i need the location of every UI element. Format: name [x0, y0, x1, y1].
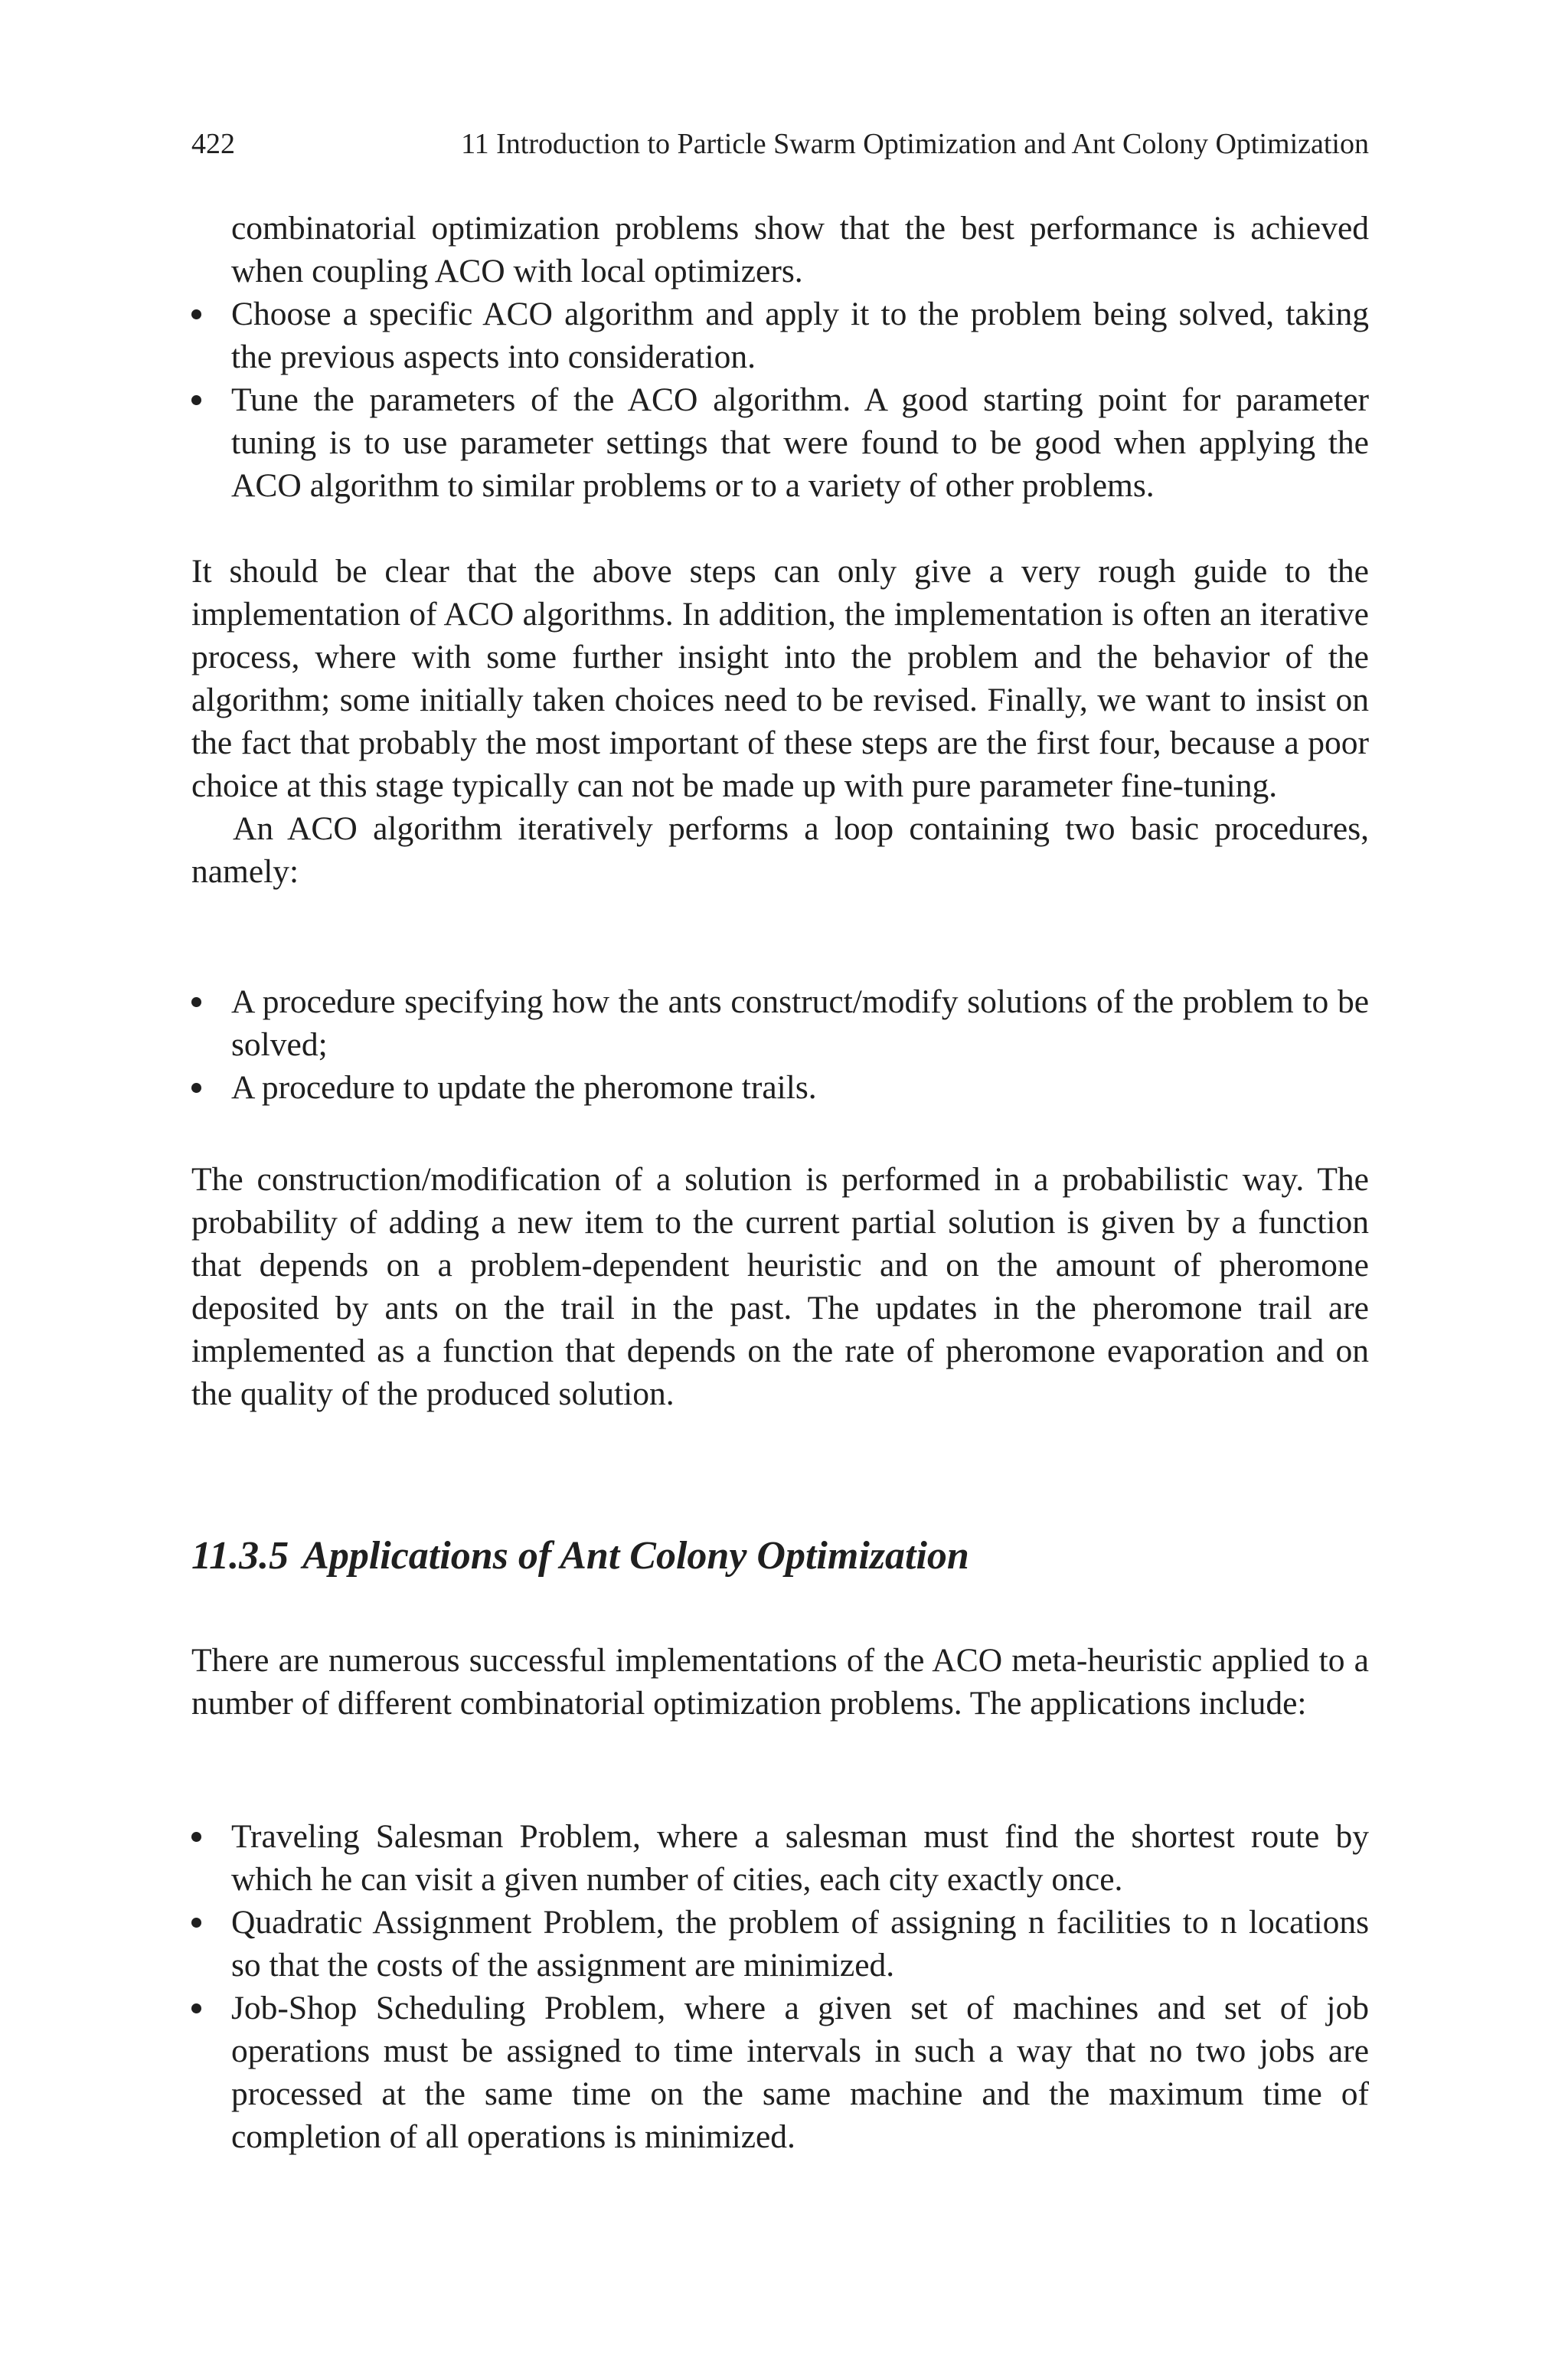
bullet-icon: [191, 1083, 201, 1093]
paragraph: It should be clear that the above steps can only give a very rough guide to the implementation of ACO algorithms. In addition, the implementation is often an iterative process, where with some further insight into the problem and the behavior of the algorithm; some initially taken choices need to be revised. Finally, we want to insist on the fact that probably the most important of these steps are the first four, because a poor choice at this stage typically can not be made up with pure parameter fine-tuning.: [191, 553, 1369, 804]
section-heading: [191, 1530, 1369, 1582]
page-number: 422: [191, 128, 235, 160]
running-title: 11 Introduction to Particle Swarm Optimization and Ant Colony Optimization: [461, 128, 1369, 160]
procedures-list: [191, 980, 1369, 1109]
list-item-text: Traveling Salesman Problem, where a salesman must find the shortest route by which he can visit a given number of cities, each city exactly once.: [231, 1818, 1369, 1898]
applications-block: [191, 1815, 1369, 2158]
bullet-icon: [191, 1832, 201, 1842]
paragraph: There are numerous successful implementations of the ACO meta-heuristic applied to a number of different combinatorial optimization problems. The applications include:: [191, 1642, 1369, 1722]
procedures-block: [191, 980, 1369, 1109]
paragraph: The construction/modification of a solution is performed in a probabilistic way. The probability of adding a new item to the current partial solution is given by a function that depends on a problem-dependent heuristic and on the amount of pheromone deposited by ants on the trail in the past. The updates in the pheromone trail are implemented as a function that depends on the rate of pheromone evaporation and on the quality of the produced solution.: [191, 1161, 1369, 1412]
list-item-text: Tune the parameters of the ACO algorithm. A good starting point for parameter tuning is to use parameter settings that were found to be good when applying the ACO algorithm to similar problems or to a variety of other problems.: [231, 381, 1369, 504]
top-list-block: [191, 207, 1369, 507]
list-item-text: Job-Shop Scheduling Problem, where a given set of machines and set of job operations must be assigned to time intervals in such a way that no two jobs are processed at the same time on the same machine and the maximum time of completion of all operations is minimized.: [231, 1990, 1369, 2155]
paragraph-block-3: [191, 1158, 1369, 1415]
bullet-icon: [191, 309, 201, 319]
section-title: Applications of Ant Colony Optimization: [302, 1534, 969, 1578]
list-item: [191, 1987, 1369, 2158]
bullet-icon: [191, 1918, 201, 1928]
list-item-text: A procedure specifying how the ants construct/modify solutions of the problem to be solved;: [231, 983, 1369, 1063]
list-item: [191, 1815, 1369, 1901]
list-item-continued: [191, 207, 1369, 293]
top-bullet-list: [191, 207, 1369, 507]
list-item: [191, 378, 1369, 507]
list-item-text: Choose a specific ACO algorithm and apply it to the problem being solved, taking the previous aspects into consideration.: [231, 296, 1369, 375]
bullet-icon: [191, 395, 201, 405]
list-item: [191, 1066, 1369, 1109]
section-intro-block: [191, 1639, 1369, 1725]
list-item-text: A procedure to update the pheromone trails.: [231, 1069, 817, 1106]
bullet-icon: [191, 997, 201, 1007]
list-item-text: Quadratic Assignment Problem, the problem of assigning n facilities to n locations so that the costs of the assignment are minimized.: [231, 1904, 1369, 1984]
list-item: [191, 980, 1369, 1066]
list-item: [191, 293, 1369, 378]
page-header: [191, 124, 1369, 164]
continued-item-text: combinatorial optimization problems show that the best performance is achieved when coupling ACO with local optimizers.: [231, 210, 1369, 289]
applications-list: [191, 1815, 1369, 2158]
bullet-icon: [191, 2003, 201, 2013]
list-item: [191, 1901, 1369, 1987]
paragraph-block-1: [191, 550, 1369, 893]
section-number: 11.3.5: [191, 1534, 289, 1578]
paragraph: An ACO algorithm iteratively performs a loop containing two basic procedures, namely:: [191, 810, 1369, 890]
